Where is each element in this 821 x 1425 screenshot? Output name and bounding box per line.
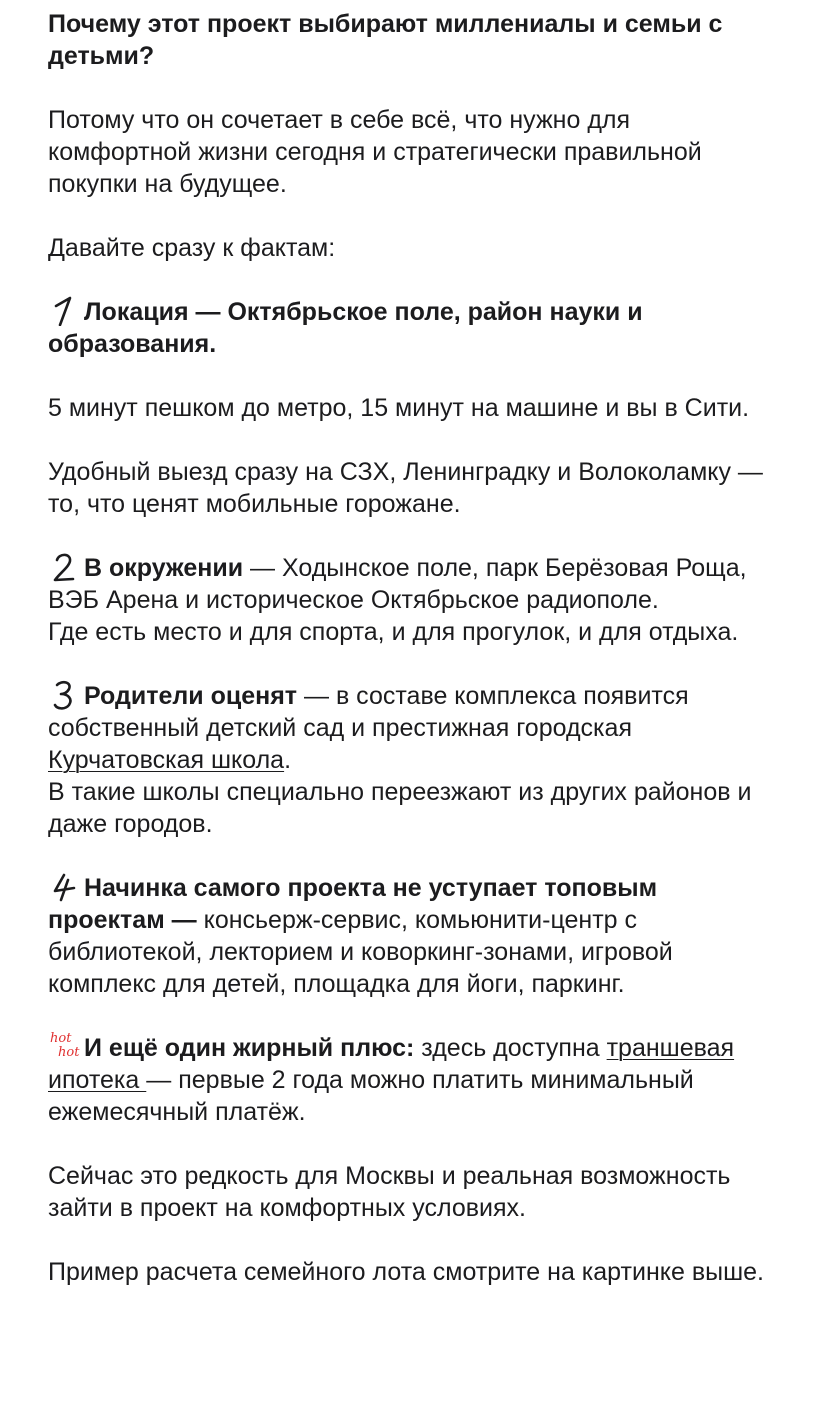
handwritten-one-icon bbox=[48, 296, 84, 326]
point-3-paragraph: Родители оценят — в составе комплекса появится собственный детский сад и престижная городская Курчатовская школа. bbox=[48, 682, 689, 774]
intro-paragraph: Потому что он сочетает в себе всё, что нужно для комфортной жизни сегодня и стратегически правильной покупки на будущее. bbox=[48, 106, 702, 198]
point-2-activities: Где есть место и для спорта, и для прогулок, и для отдыха. bbox=[48, 618, 739, 646]
hot-emoji-icon: hot hot bbox=[50, 1031, 80, 1060]
mortgage-paragraph: hot hot И ещё один жирный плюс: здесь доступна траншевая ипотека — первые 2 года можно платить минимальный ежемесячный платёж. bbox=[48, 1031, 735, 1126]
post-title: Почему этот проект выбирают миллениалы и семьи с детьми? bbox=[48, 10, 723, 70]
point-1-heading: Локация — Октябрьское поле, район науки и образования. bbox=[48, 298, 643, 358]
message-post bbox=[48, 8, 778, 1320]
example-paragraph: Пример расчета семейного лота смотрите на картинке выше. bbox=[48, 1258, 764, 1286]
handwritten-four-icon bbox=[48, 872, 84, 902]
facts-lead: Давайте сразу к фактам: bbox=[48, 234, 336, 262]
rarity-paragraph: Сейчас это редкость для Москвы и реальная возможность зайти в проект на комфортных условиях. bbox=[48, 1162, 731, 1222]
handwritten-three-icon bbox=[48, 680, 84, 710]
point-4-paragraph: Начинка самого проекта не уступает топовым проектам — консьерж-сервис, комьюнити-центр с библиотекой, лекторием и коворкинг-зонами, игровой комплекс для детей, площадка для йоги, паркинг. bbox=[48, 874, 673, 998]
point-1-roads: Удобный выезд сразу на СЗХ, Ленинградку и Волоколамку — то, что ценят мобильные горожане. bbox=[48, 458, 763, 518]
point-1-metro: 5 минут пешком до метро, 15 минут на машине и вы в Сити. bbox=[48, 394, 750, 422]
point-3-relocation: В такие школы специально переезжают из других районов и даже городов. bbox=[48, 778, 752, 838]
tranche-mortgage-link[interactable]: траншевая ипотека bbox=[48, 1034, 735, 1094]
point-2-paragraph: В окружении — Ходынское поле, парк Берёзовая Роща, ВЭБ Арена и историческое Октябрьское радиополе. bbox=[48, 554, 747, 614]
handwritten-two-icon bbox=[48, 552, 84, 582]
kurchatov-school-link[interactable]: Курчатовская школа bbox=[48, 746, 285, 774]
